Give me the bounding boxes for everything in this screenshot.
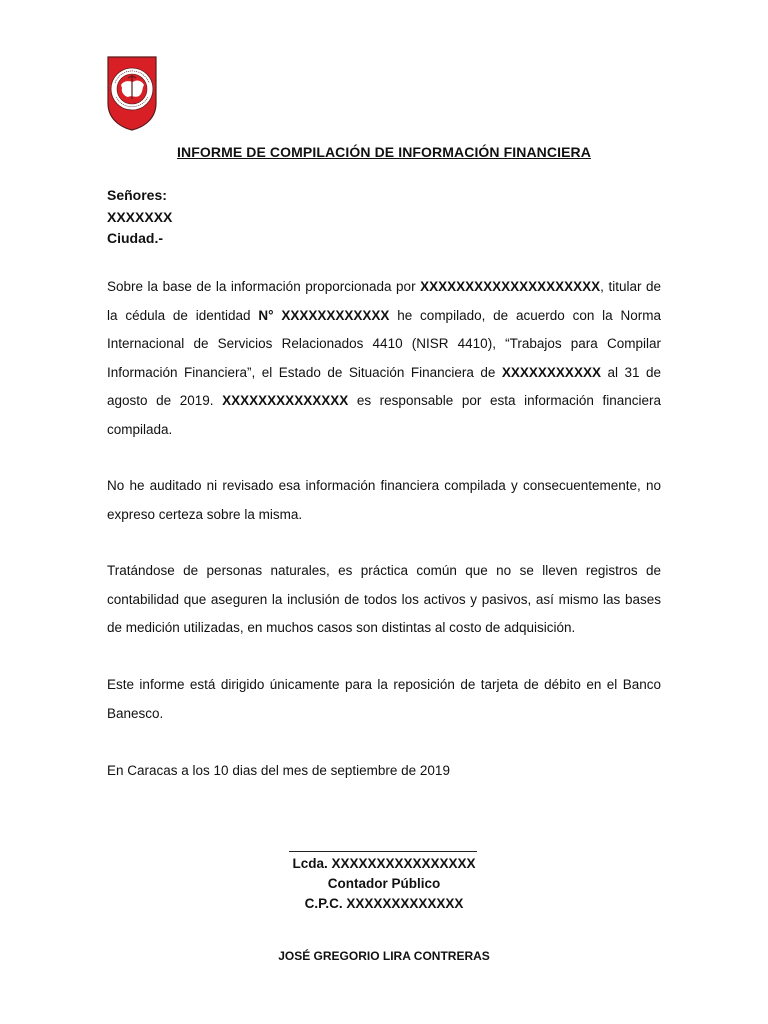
- addressee-name: XXXXXXX: [107, 208, 173, 225]
- report-title: INFORME DE COMPILACIÓN DE INFORMACIÓN FINANCIERA: [177, 144, 591, 160]
- accountant-role: Contador Público: [327, 876, 441, 891]
- signature-line: [289, 851, 477, 852]
- paragraph-natural-persons: Tratándose de personas naturales, es práctica común que no se lleven registros de contabilidad que aseguren la inclusión de todos los activos y pasivos, así mismo las bases de medición utilizadas, en muchos casos son distintas al costo de adquisición.: [107, 563, 661, 635]
- paragraph-purpose: Este informe está dirigido únicamente para la reposición de tarjeta de débito en el Banco Banesco.: [107, 677, 661, 721]
- addressee-block: [107, 185, 172, 250]
- p1-text-2: , titular de la cédula de identidad: [107, 279, 661, 323]
- p1-text-5: es responsable por esta información financiera compilada.: [107, 393, 661, 437]
- paragraph-no-audit: No he auditado ni revisado esa información financiera compilada y consecuentemente, no expreso certeza sobre la misma.: [107, 478, 661, 522]
- p1-text-3: he compilado, de acuerdo con la Norma Internacional de Servicios Relacionados 4410 (NISR 4410), “Trabajos para Compilar Información Financiera”, el Estado de Situación Financiera de: [107, 307, 662, 380]
- id-number-placeholder: N° XXXXXXXXXXXX: [258, 307, 390, 323]
- signer-name: JOSÉ GREGORIO LIRA CONTRERAS: [278, 949, 490, 963]
- accountant-name: Lcda. XXXXXXXXXXXXXXXX: [292, 856, 476, 871]
- p1-text-4: al 31 de agosto de 2019.: [107, 364, 661, 408]
- accountant-cpc: C.P.C. XXXXXXXXXXXXX: [304, 896, 464, 911]
- cpc-seal-logo: [106, 55, 158, 131]
- entity-placeholder: XXXXXXXXXXX: [501, 364, 601, 380]
- salutation: Señores:: [107, 187, 167, 203]
- signature-block: [0, 854, 768, 914]
- addressee-city: Ciudad.-: [107, 230, 163, 246]
- paragraph-compilation: [107, 273, 661, 444]
- paragraph-place-date: En Caracas a los 10 dias del mes de septiembre de 2019: [107, 763, 450, 778]
- p1-text-1: Sobre la base de la información proporcionada por: [107, 279, 421, 294]
- responsible-placeholder: XXXXXXXXXXXXXX: [222, 393, 349, 408]
- client-name-placeholder: XXXXXXXXXXXXXXXXXXXX: [420, 279, 601, 294]
